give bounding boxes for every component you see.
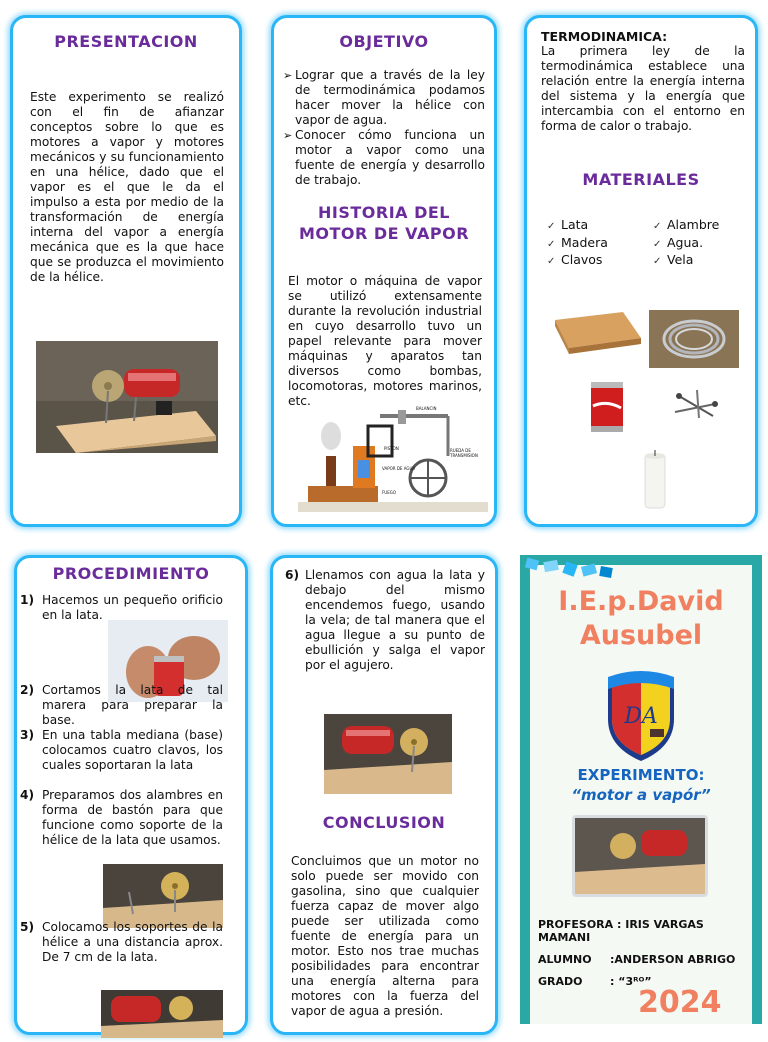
diagram-label: RUEDA DE TRANSMISION <box>450 448 478 458</box>
material-item: ✓ Clavos <box>547 252 637 270</box>
material-item: ✓ Madera <box>547 235 637 253</box>
objetivo-item: ➢ Conocer cómo funciona un motor a vapor como una fuente de energía y desarrollo de trabajo. <box>283 128 485 187</box>
check-icon: ✓ <box>547 256 556 267</box>
panel-procedimiento <box>14 555 248 1035</box>
check-icon: ✓ <box>547 221 556 232</box>
grado-label: GRADO <box>538 975 583 988</box>
panel-objetivo <box>271 15 497 527</box>
check-icon: ✓ <box>653 238 662 250</box>
panel-presentacion <box>10 15 242 527</box>
materiales-list-2 <box>653 217 753 270</box>
cover-experiment-photo <box>572 815 708 897</box>
soda-can-image <box>587 378 627 436</box>
steam-boat-photo <box>36 341 218 453</box>
diagram-label: VAPOR DE AGUA <box>382 466 416 471</box>
conclusion-title: CONCLUSION <box>322 813 446 832</box>
school-name: I.E.p.David Ausubel <box>558 586 724 651</box>
experiment-photo <box>324 714 452 794</box>
ribbon-decoration <box>520 555 620 585</box>
historia-title: HISTORIA DEL MOTOR DE VAPOR <box>298 203 470 243</box>
material-item: ✓ Agua. <box>653 235 753 253</box>
wire-image <box>649 310 739 368</box>
objetivo-item: ➢ Lograr que a través de la ley de termodinámica podamos hacer mover la hélice con vapor de agua. <box>283 68 485 127</box>
arrow-bullet-icon: ➢ <box>283 129 293 142</box>
check-icon: ✓ <box>653 256 662 267</box>
conclusion-body: Concluimos que un motor no solo puede ser movido con gasolina, sino que cualquier fuerza capaz de mover algo puede ser utilizada como fuente de energía para un motor. Esto nos trae muchas posibilidades para encontrar una energía alterna para motores con la fuerza del vapor de agua a presión. <box>291 854 479 1018</box>
material-item: ✓ Alambre <box>653 217 753 235</box>
profesora-label: PROFESORA : IRIS VARGAS <box>538 918 704 931</box>
termodinamica-title: TERMODINAMICA: <box>541 29 668 44</box>
diagram-label: BALANCIN <box>416 406 437 411</box>
profesora-label-2: MAMANI <box>538 931 591 944</box>
candle-image <box>639 448 671 510</box>
presentacion-title: PRESENTACION <box>54 32 198 51</box>
diagram-label: PISTON <box>384 446 399 451</box>
panel-conclusion <box>270 555 498 1035</box>
step-2: 2) Cortamos la lata de tal marera para preparar la base. <box>20 683 223 727</box>
svg-text:DA: DA <box>624 704 658 729</box>
panel-portada <box>520 555 762 1024</box>
wood-board-image <box>553 298 643 360</box>
materiales-list-1 <box>547 217 637 270</box>
experiment-title: “motor a vapór” <box>571 786 711 804</box>
check-icon: ✓ <box>547 238 556 250</box>
steam-engine-diagram <box>298 406 488 514</box>
step-6: 6) Llenamos con agua la lata y debajo del mismo encendemos fuego, usando la vela; de tal manera que el agua llegue a su punto de ebullición y salga el vapor por el agujero. <box>285 568 485 672</box>
nails-image <box>669 386 725 422</box>
check-icon: ✓ <box>653 221 662 232</box>
propeller-photo <box>103 864 223 928</box>
step-4: 4) Preparamos dos alambres en forma de bastón para que funcione como soporte de la hélice de la lata que usamos. <box>20 788 223 847</box>
objetivo-title: OBJETIVO <box>339 32 429 51</box>
experiment-label: EXPERIMENTO: <box>577 766 705 784</box>
grado-value: : “3ᴿᴼ” <box>610 975 652 988</box>
procedimiento-title: PROCEDIMIENTO <box>52 564 210 583</box>
materiales-title: MATERIALES <box>582 170 700 189</box>
historia-body: El motor o máquina de vapor se utilizó extensamente durante la revolución industrial en cuyo desarrollo tuvo un papel relevante para mover máquinas y aparatos tan diversos como bombas, locomotoras, motores marinos, etc. <box>288 274 482 408</box>
alumno-label: ALUMNO <box>538 953 592 966</box>
presentacion-body: Este experimento se realizó con el fin de afianzar conceptos sobre lo que es motores a vapor y motores mecánicos y su funcionamiento en una hélice, dado que el vapor es el que le da el impulso a esta por medio de la transformación de energía interna del vapor a energía mecánica que es la que hace que se produzca el movimiento de la hélice. <box>30 90 224 284</box>
alumno-value: :ANDERSON ABRIGO <box>610 953 736 966</box>
panel-materiales <box>524 15 758 527</box>
arrow-bullet-icon: ➢ <box>283 69 293 82</box>
material-item: ✓ Lata <box>547 217 637 235</box>
material-item: ✓ Vela <box>653 252 753 270</box>
can-propeller-photo <box>101 990 223 1038</box>
step-5: 5) Colocamos los soportes de la hélice a una distancia aprox. De 7 cm de la lata. <box>20 920 223 964</box>
step-1: 1) Hacemos un pequeño orificio en la lata. <box>20 593 223 622</box>
termodinamica-body: La primera ley de la termodinámica establece una relación entre la energía interna del sistema y la energía que intercambia con el entorno en forma de calor o trabajo. <box>541 44 745 133</box>
objetivo-list <box>283 68 485 188</box>
school-crest-logo <box>602 667 680 763</box>
year: 2024 <box>638 985 722 1020</box>
step-3: 3) En una tabla mediana (base) colocamos cuatro clavos, los cuales soportaran la lata <box>20 728 223 772</box>
diagram-label: FUEGO <box>382 490 397 495</box>
